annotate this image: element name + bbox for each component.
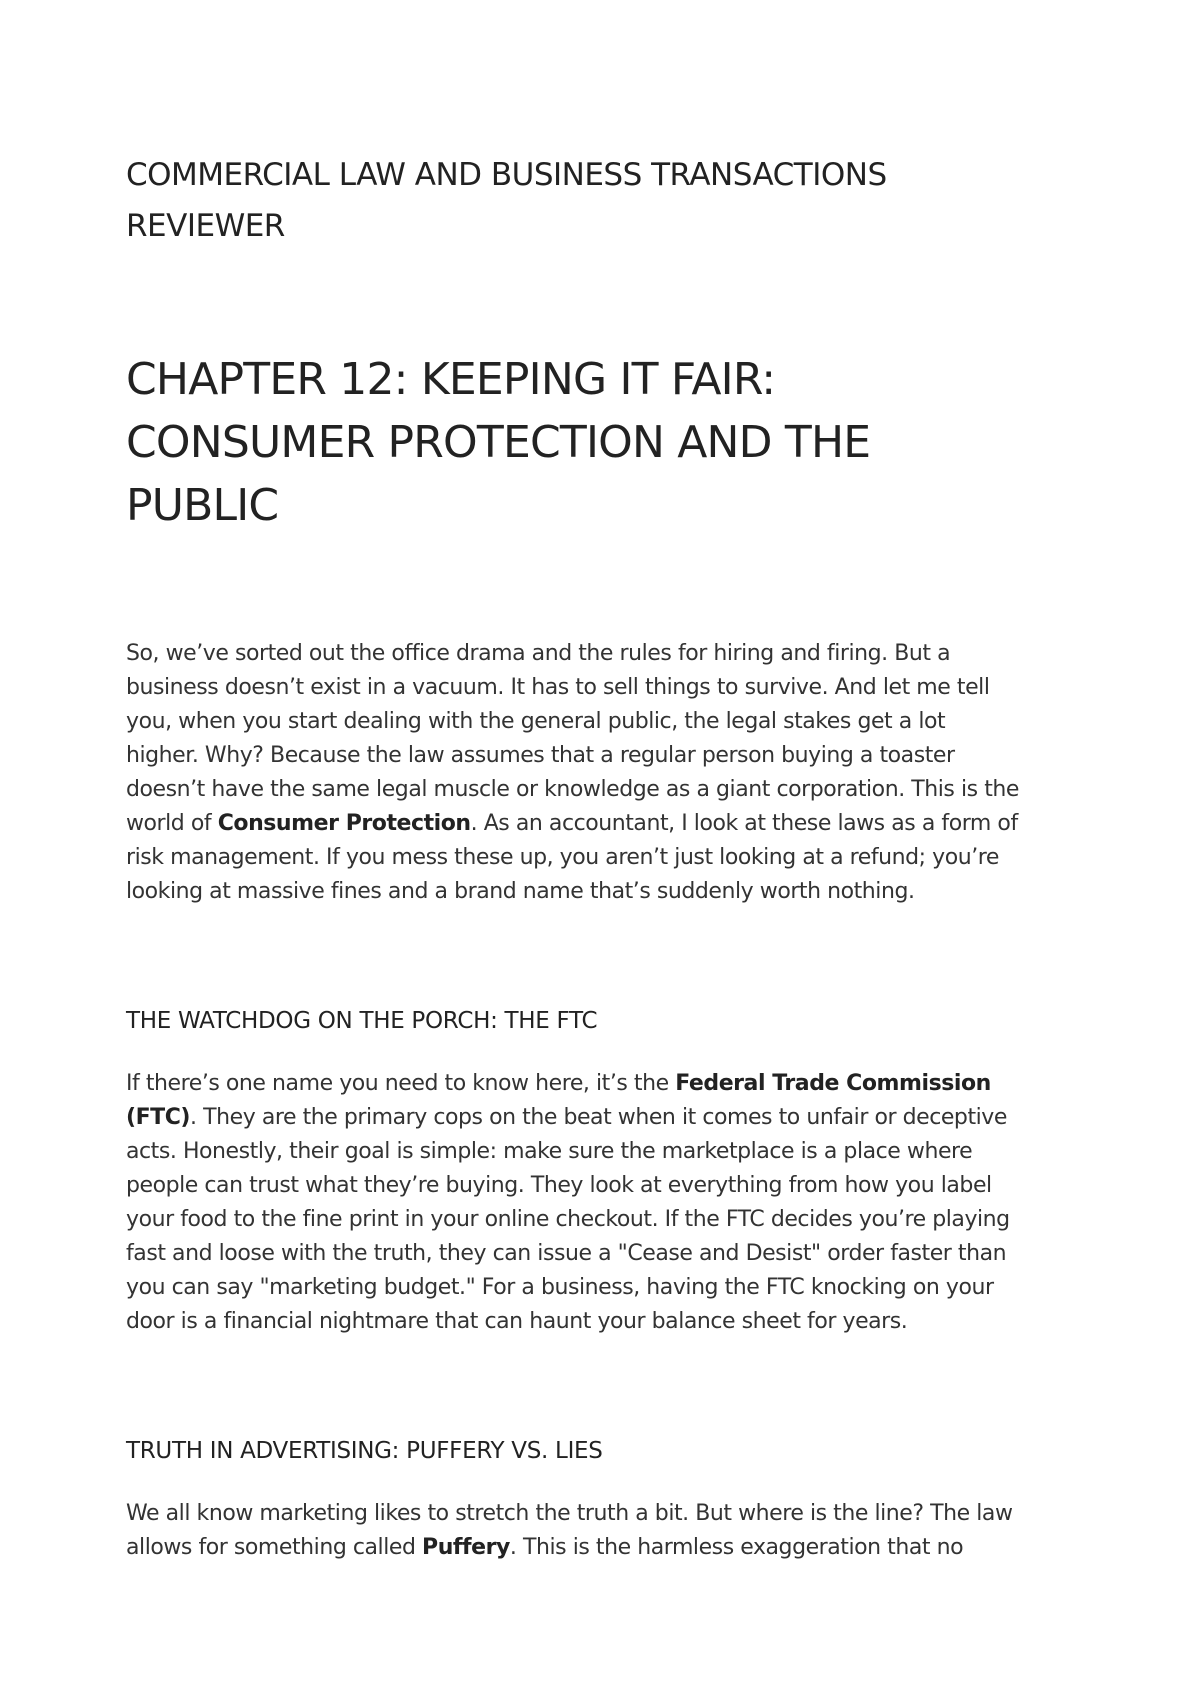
term-federal-trade-commission: Federal Trade Commission bbox=[675, 1071, 991, 1096]
section-heading-ftc: THE WATCHDOG ON THE PORCH: THE FTC bbox=[126, 1008, 598, 1034]
chapter-title-line: CONSUMER PROTECTION AND THE bbox=[126, 417, 871, 468]
paragraph-line: your food to the fine print in your online checkout. If the FTC decides you’re playing bbox=[126, 1207, 1010, 1232]
paragraph-line: doesn’t have the same legal muscle or knowledge as a giant corporation. This is the bbox=[126, 777, 1019, 802]
ftc-paragraph bbox=[126, 1067, 1086, 1339]
paragraph-line: fast and loose with the truth, they can issue a "Cease and Desist" order faster than bbox=[126, 1241, 1007, 1266]
paragraph-line: people can trust what they’re buying. They look at everything from how you label bbox=[126, 1173, 992, 1198]
text-run: allows for something called bbox=[126, 1535, 423, 1560]
paragraph-line: you, when you start dealing with the general public, the legal stakes get a lot bbox=[126, 709, 946, 734]
chapter-title bbox=[126, 348, 1026, 537]
text-run: If there’s one name you need to know here, it’s the bbox=[126, 1071, 676, 1096]
paragraph-line bbox=[126, 807, 1086, 841]
document-title-line: COMMERCIAL LAW AND BUSINESS TRANSACTIONS bbox=[126, 157, 887, 193]
section-heading-advertising: TRUTH IN ADVERTISING: PUFFERY VS. LIES bbox=[126, 1438, 603, 1464]
document-page bbox=[126, 0, 1086, 1696]
text-run: . They are the primary cops on the beat when it comes to unfair or deceptive bbox=[190, 1105, 1007, 1130]
paragraph-line: So, we’ve sorted out the office drama and the rules for hiring and firing. But a bbox=[126, 641, 951, 666]
term-ftc: (FTC) bbox=[126, 1105, 191, 1130]
paragraph-line: you can say "marketing budget." For a business, having the FTC knocking on your bbox=[126, 1275, 994, 1300]
paragraph-line bbox=[126, 1101, 1086, 1135]
chapter-title-line: PUBLIC bbox=[126, 480, 279, 531]
advertising-paragraph bbox=[126, 1497, 1086, 1565]
paragraph-line: acts. Honestly, their goal is simple: make sure the marketplace is a place where bbox=[126, 1139, 973, 1164]
text-run: world of bbox=[126, 811, 218, 836]
term-consumer-protection: Consumer Protection bbox=[217, 811, 471, 836]
paragraph-line: door is a financial nightmare that can haunt your balance sheet for years. bbox=[126, 1309, 908, 1334]
text-run: . This is the harmless exaggeration that no bbox=[509, 1535, 964, 1560]
intro-paragraph bbox=[126, 637, 1086, 909]
document-title-line: REVIEWER bbox=[126, 208, 285, 244]
paragraph-line: higher. Why? Because the law assumes that a regular person buying a toaster bbox=[126, 743, 955, 768]
text-run: . As an accountant, I look at these laws as a form of bbox=[470, 811, 1018, 836]
paragraph-line: looking at massive fines and a brand name that’s suddenly worth nothing. bbox=[126, 879, 915, 904]
paragraph-line bbox=[126, 1531, 1086, 1565]
paragraph-line: We all know marketing likes to stretch the truth a bit. But where is the line? The law bbox=[126, 1501, 1013, 1526]
chapter-title-line: CHAPTER 12: KEEPING IT FAIR: bbox=[126, 354, 776, 405]
paragraph-line bbox=[126, 1067, 1086, 1101]
paragraph-line: business doesn’t exist in a vacuum. It has to sell things to survive. And let me tell bbox=[126, 675, 990, 700]
paragraph-line: risk management. If you mess these up, you aren’t just looking at a refund; you’re bbox=[126, 845, 999, 870]
document-title bbox=[126, 150, 1026, 252]
term-puffery: Puffery bbox=[422, 1535, 510, 1560]
